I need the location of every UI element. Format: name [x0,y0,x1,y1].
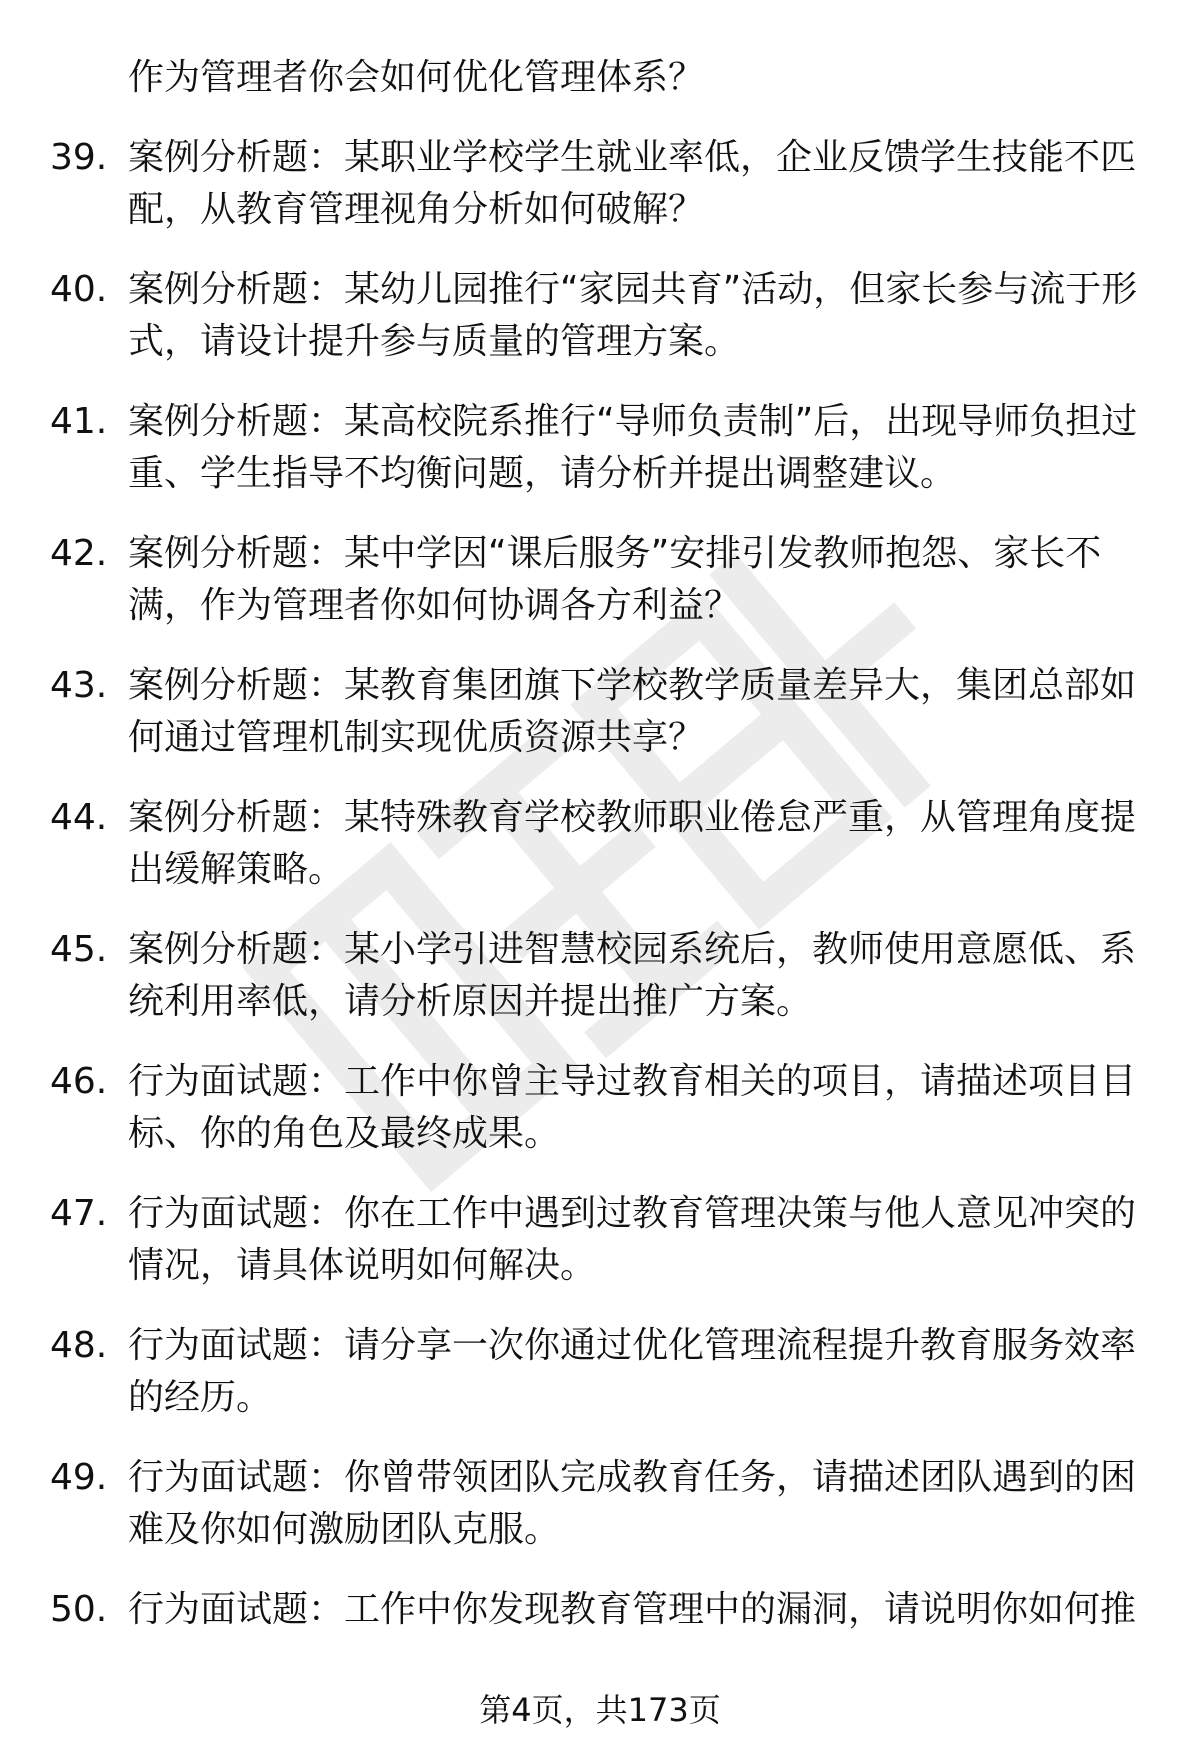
question-number: 48. [50,1325,108,1366]
question-item [0,1188,1200,1292]
question-number: 49. [50,1457,108,1498]
question-item [0,1056,1200,1160]
question-text: 行为面试题：你在工作中遇到过教育管理决策与他人意见冲突的情况，请具体说明如何解决。 [128,1193,1137,1286]
question-list [0,52,1200,1688]
question-text: 行为面试题：工作中你曾主导过教育相关的项目，请描述项目目标、你的角色及最终成果。 [128,1061,1137,1154]
question-number: 41. [50,401,108,442]
question-item [0,264,1200,368]
question-text: 案例分析题：某教育集团旗下学校教学质量差异大，集团总部如何通过管理机制实现优质资源共享？ [128,665,1137,758]
question-item [0,396,1200,500]
question-text: 案例分析题：某中学因“课后服务”安排引发教师抱怨、家长不满，作为管理者你如何协调各方利益？ [128,533,1102,626]
question-text: 案例分析题：某职业学校学生就业率低，企业反馈学生技能不匹配，从教育管理视角分析如何破解？ [128,137,1137,230]
question-text: 案例分析题：某幼儿园推行“家园共育”活动，但家长参与流于形式，请设计提升参与质量的管理方案。 [128,269,1138,362]
question-number: 39. [50,137,108,178]
question-number: 45. [50,929,108,970]
question-number: 43. [50,665,108,706]
question-number: 50. [50,1589,108,1630]
question-item [0,792,1200,896]
question-text: 行为面试题：工作中你发现教育管理中的漏洞，请说明你如何推 [128,1589,1137,1630]
question-number: 46. [50,1061,108,1102]
question-text: 案例分析题：某高校院系推行“导师负责制”后，出现导师负担过重、学生指导不均衡问题，请分析并提出调整建议。 [128,401,1138,494]
question-item [0,1584,1200,1688]
question-text: 行为面试题：你曾带领团队完成教育任务，请描述团队遇到的困难及你如何激励团队克服。 [128,1457,1137,1550]
question-number: 44. [50,797,108,838]
question-item [0,924,1200,1028]
question-number: 47. [50,1193,108,1234]
question-item [0,528,1200,632]
question-item [0,132,1200,236]
question-item [0,660,1200,764]
question-text: 案例分析题：某小学引进智慧校园系统后，教师使用意愿低、系统利用率低，请分析原因并提出推广方案。 [128,929,1137,1022]
question-text: 行为面试题：请分享一次你通过优化管理流程提升教育服务效率的经历。 [128,1325,1137,1418]
question-number: 40. [50,269,108,310]
question-item [0,1320,1200,1424]
question-number: 42. [50,533,108,574]
page-footer: 第4页，共173页 [479,1691,721,1729]
question-text: 案例分析题：某特殊教育学校教师职业倦怠严重，从管理角度提出缓解策略。 [128,797,1137,890]
question-item [0,1452,1200,1556]
continuation-line: 作为管理者你会如何优化管理体系？ [128,57,705,98]
